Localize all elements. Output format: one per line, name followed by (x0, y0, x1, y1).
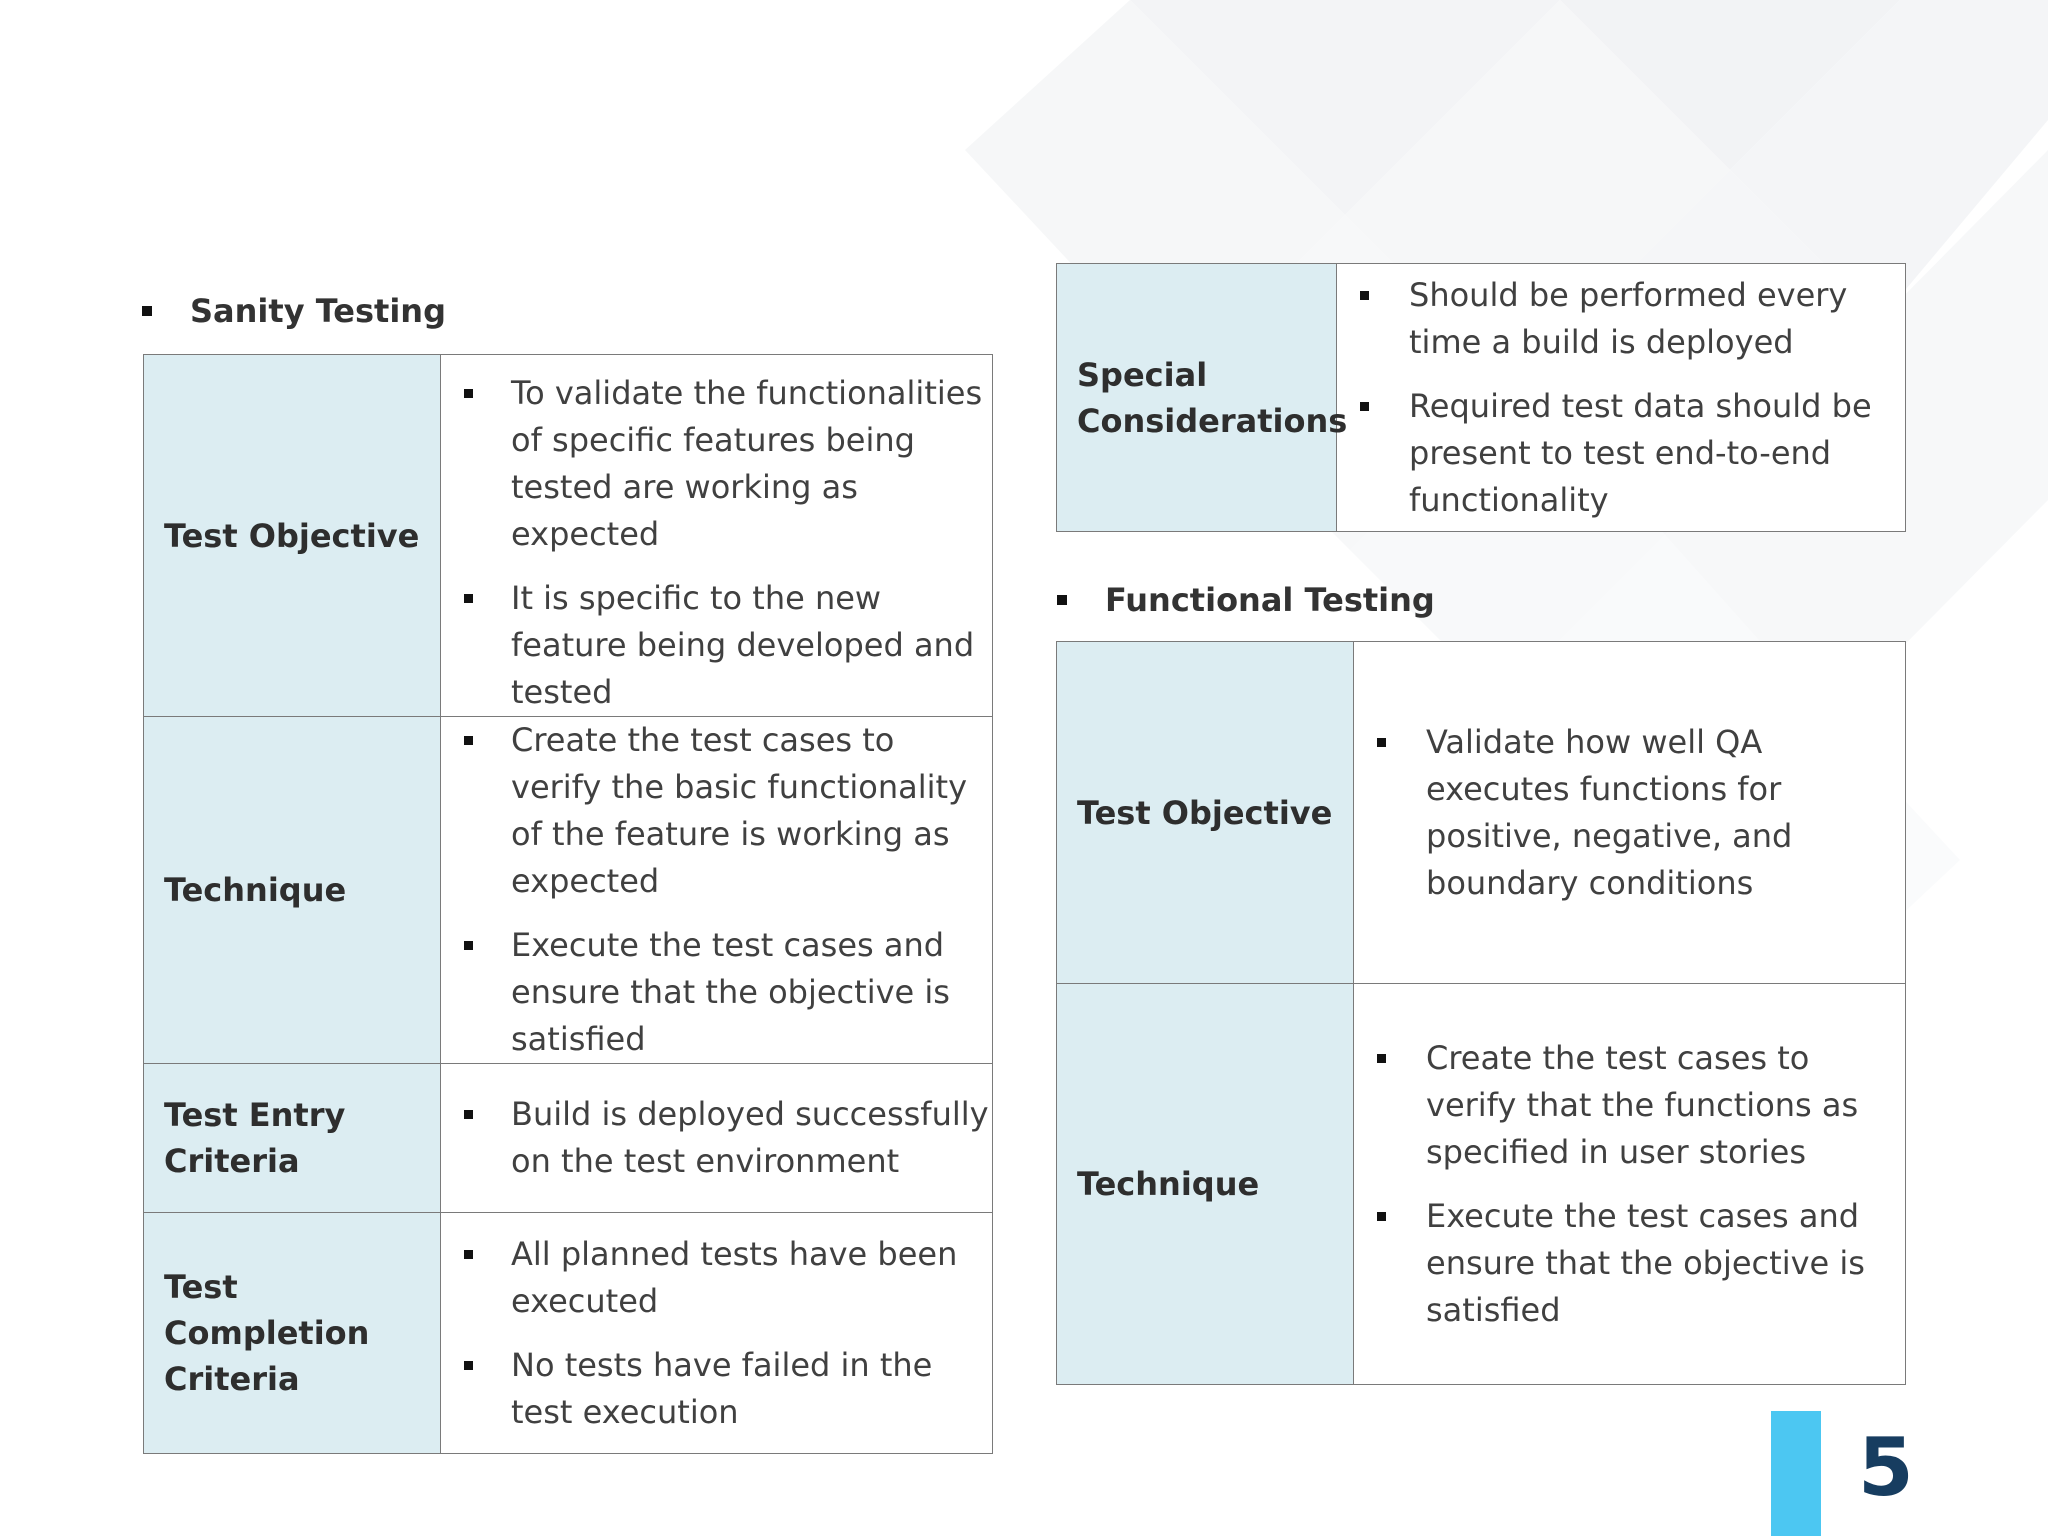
functional-testing-title: Functional Testing (1105, 581, 1435, 619)
row-label: Technique (1057, 984, 1354, 1385)
row-content (441, 1213, 993, 1454)
row-content (441, 1064, 993, 1213)
row-label: Test Completion Criteria (144, 1213, 441, 1454)
bullet-square-icon (1360, 291, 1369, 300)
list-item: All planned tests have been executed (441, 1231, 992, 1325)
list-item: Create the test cases to verify the basic functionality of the feature is working as expected (441, 717, 992, 905)
list-item: It is specific to the new feature being developed and tested (441, 575, 992, 716)
bullet-square-icon (464, 1250, 473, 1259)
list-item: No tests have failed in the test execution (441, 1342, 992, 1436)
bullet-square-icon (464, 389, 473, 398)
bullet-square-icon (1377, 1054, 1386, 1063)
bullet-square-icon (1377, 738, 1386, 747)
page-accent-bar (1771, 1411, 1821, 1536)
sanity-testing-heading (142, 288, 446, 334)
special-considerations-table (1056, 263, 1906, 532)
page-number: 5 (1858, 1421, 1914, 1514)
row-label: Technique (144, 717, 441, 1064)
bullet-square-icon (1360, 402, 1369, 411)
bullet-square-icon (1377, 1212, 1386, 1221)
table-row (144, 1064, 993, 1213)
row-content (1354, 642, 1906, 984)
bullet-square-icon (464, 736, 473, 745)
bullet-square-icon (142, 306, 152, 316)
list-item: To validate the functionalities of specific features being tested are working as expected (441, 370, 992, 558)
row-label: Test Entry Criteria (144, 1064, 441, 1213)
table-row (144, 1213, 993, 1454)
row-content (441, 717, 993, 1064)
table-row (144, 717, 993, 1064)
sanity-testing-title: Sanity Testing (190, 292, 446, 330)
functional-testing-table (1056, 641, 1906, 1385)
row-content (441, 355, 993, 717)
list-item: Execute the test cases and ensure that the objective is satisfied (441, 922, 992, 1063)
bullet-square-icon (464, 1110, 473, 1119)
list-item: Validate how well QA executes functions for positive, negative, and boundary conditions (1354, 719, 1905, 907)
list-item: Build is deployed successfully on the test environment (441, 1091, 992, 1185)
table-row (1057, 642, 1906, 984)
list-item: Should be performed every time a build is deployed (1337, 272, 1905, 366)
list-item: Required test data should be present to test end-to-end functionality (1337, 383, 1905, 524)
table-row (1057, 264, 1906, 532)
list-item: Create the test cases to verify that the functions as specified in user stories (1354, 1035, 1905, 1176)
row-label: Test Objective (144, 355, 441, 717)
row-label: Special Considerations (1057, 264, 1337, 532)
row-content (1337, 264, 1906, 532)
row-label: Test Objective (1057, 642, 1354, 984)
bullet-square-icon (464, 941, 473, 950)
functional-testing-heading (1057, 577, 1435, 623)
table-row (144, 355, 993, 717)
bullet-square-icon (464, 594, 473, 603)
list-item: Execute the test cases and ensure that the objective is satisfied (1354, 1193, 1905, 1334)
table-row (1057, 984, 1906, 1385)
bullet-square-icon (464, 1361, 473, 1370)
sanity-testing-table (143, 354, 993, 1454)
bullet-square-icon (1057, 595, 1067, 605)
row-content (1354, 984, 1906, 1385)
